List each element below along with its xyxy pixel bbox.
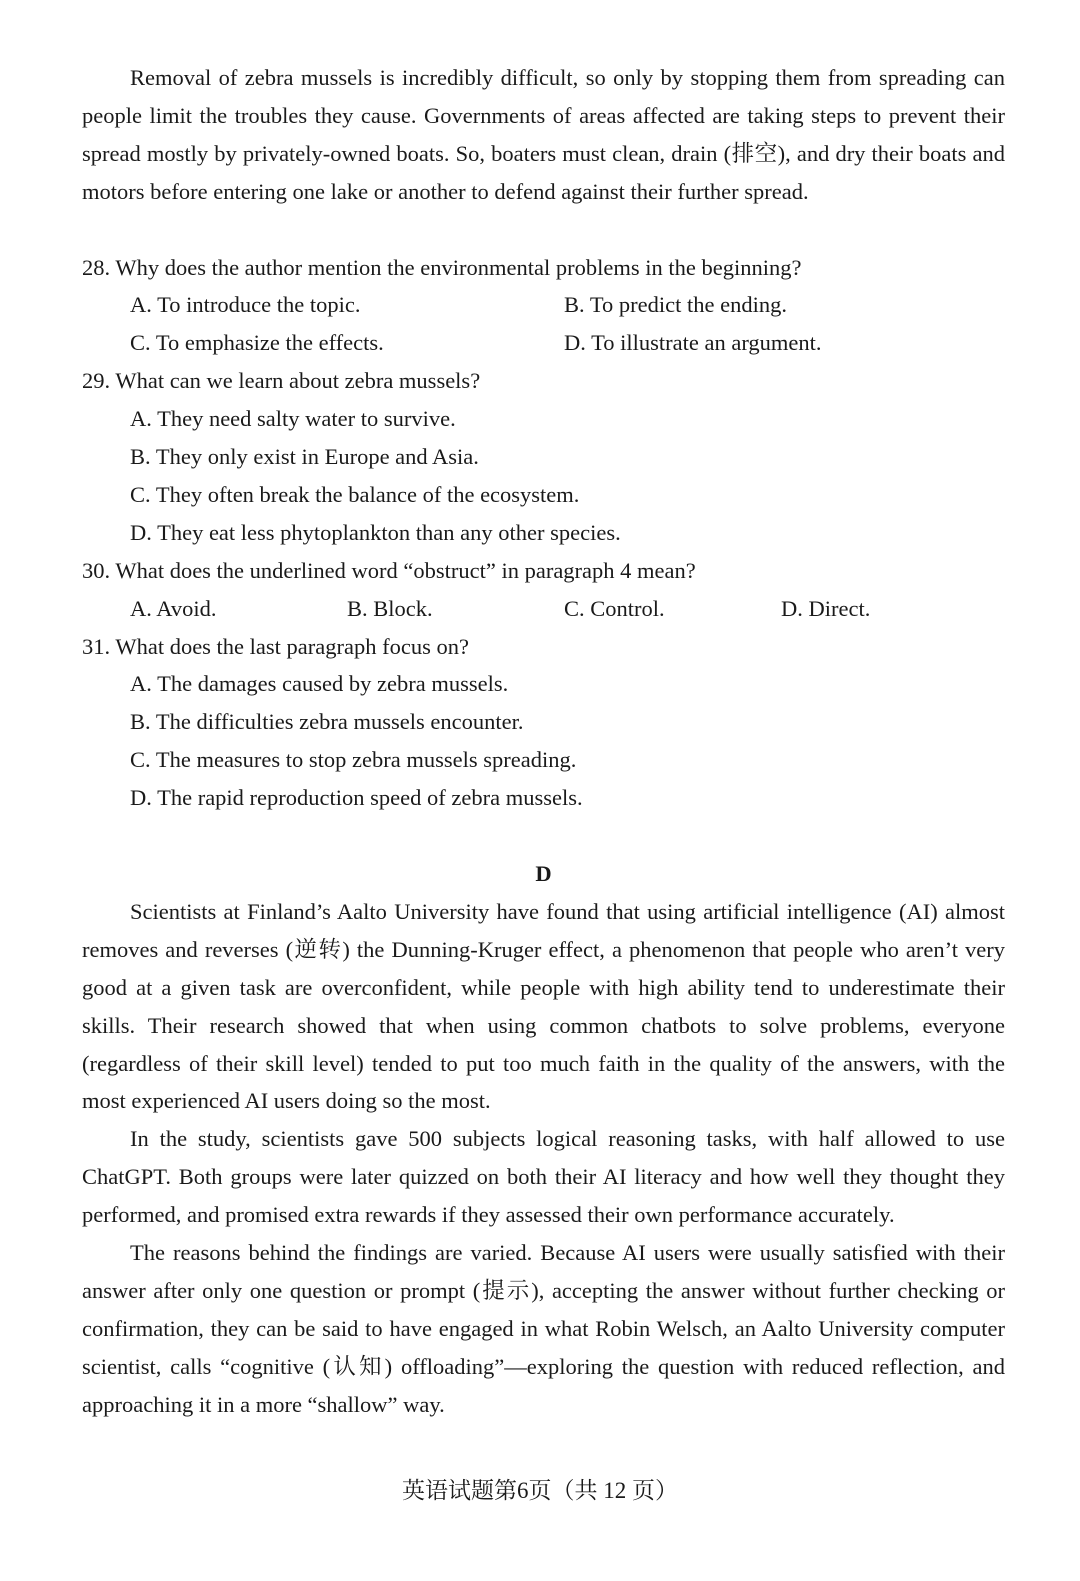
option: A. They need salty water to survive. (130, 406, 456, 432)
option: A. Avoid. (130, 595, 217, 621)
option: C. Control. (564, 595, 665, 621)
option: C. They often break the balance of the ecosystem. (130, 481, 580, 507)
option: D. Direct. (781, 595, 871, 621)
question-stem: 29. What can we learn about zebra mussels? (82, 368, 481, 394)
option: D. They eat less phytoplankton than any other species. (130, 519, 621, 545)
question-28 (82, 249, 1005, 363)
option: B. To predict the ending. (564, 292, 787, 318)
page-footer: 英语试题第6页（共 12 页） (402, 1478, 678, 1503)
question-31 (82, 628, 1005, 818)
option: A. The damages caused by zebra mussels. (130, 671, 509, 697)
question-stem: 28. Why does the author mention the environmental problems in the beginning? (82, 254, 802, 280)
paragraph: Scientists at Finland’s Aalto University have found that using artificial intelligence (AI) almost removes and reverses (逆转) the Dunning-Kruger effect, a phenomenon that people who aren’t very good at a given task are overconfident, while people with high ability tend to underestimate their skills. Their research showed that when using common chatbots to solve problems, everyone (regardless of their skill level) tended to put too much faith in the quality of the answers, with the most experienced AI users doing so the most. (82, 898, 1005, 1114)
option: B. The difficulties zebra mussels encounter. (130, 709, 524, 735)
option: B. They only exist in Europe and Asia. (130, 444, 479, 470)
option: A. To introduce the topic. (130, 292, 361, 318)
option: D. The rapid reproduction speed of zebra mussels. (130, 785, 583, 811)
paragraph: Removal of zebra mussels is incredibly difficult, so only by stopping them from spreading can people limit the troubles they cause. Governments of areas affected are taking steps to prevent their spread mostly by privately-owned boats. So, boaters must clean, drain (排空), and dry their boats and motors before entering one lake or another to defend against their further spread. (82, 65, 1005, 204)
question-stem: 30. What does the underlined word “obstruct” in paragraph 4 mean? (82, 557, 696, 583)
question-30 (82, 552, 1005, 628)
option: B. Block. (347, 595, 433, 621)
option: C. The measures to stop zebra mussels spreading. (130, 747, 577, 773)
document-page (82, 59, 1005, 1424)
option: C. To emphasize the effects. (130, 330, 384, 356)
paragraph: The reasons behind the findings are varied. Because AI users were usually satisfied with their answer after only one question or prompt (提示), accepting the answer without further checking or confirmation, they can be said to have engaged in what Robin Welsch, an Aalto University computer scientist, calls “cognitive (认知) offloading”—exploring the question with reduced reflection, and approaching it in a more “shallow” way. (82, 1240, 1005, 1417)
question-29 (82, 362, 1005, 552)
option: D. To illustrate an argument. (564, 330, 822, 356)
question-stem: 31. What does the last paragraph focus on? (82, 633, 469, 659)
paragraph: In the study, scientists gave 500 subjects logical reasoning tasks, with half allowed to use ChatGPT. Both groups were later quizzed on both their AI literacy and how well they thought they performed, and promised extra rewards if they assessed their own performance accurately. (82, 1126, 1005, 1228)
section-heading: D (535, 861, 552, 886)
